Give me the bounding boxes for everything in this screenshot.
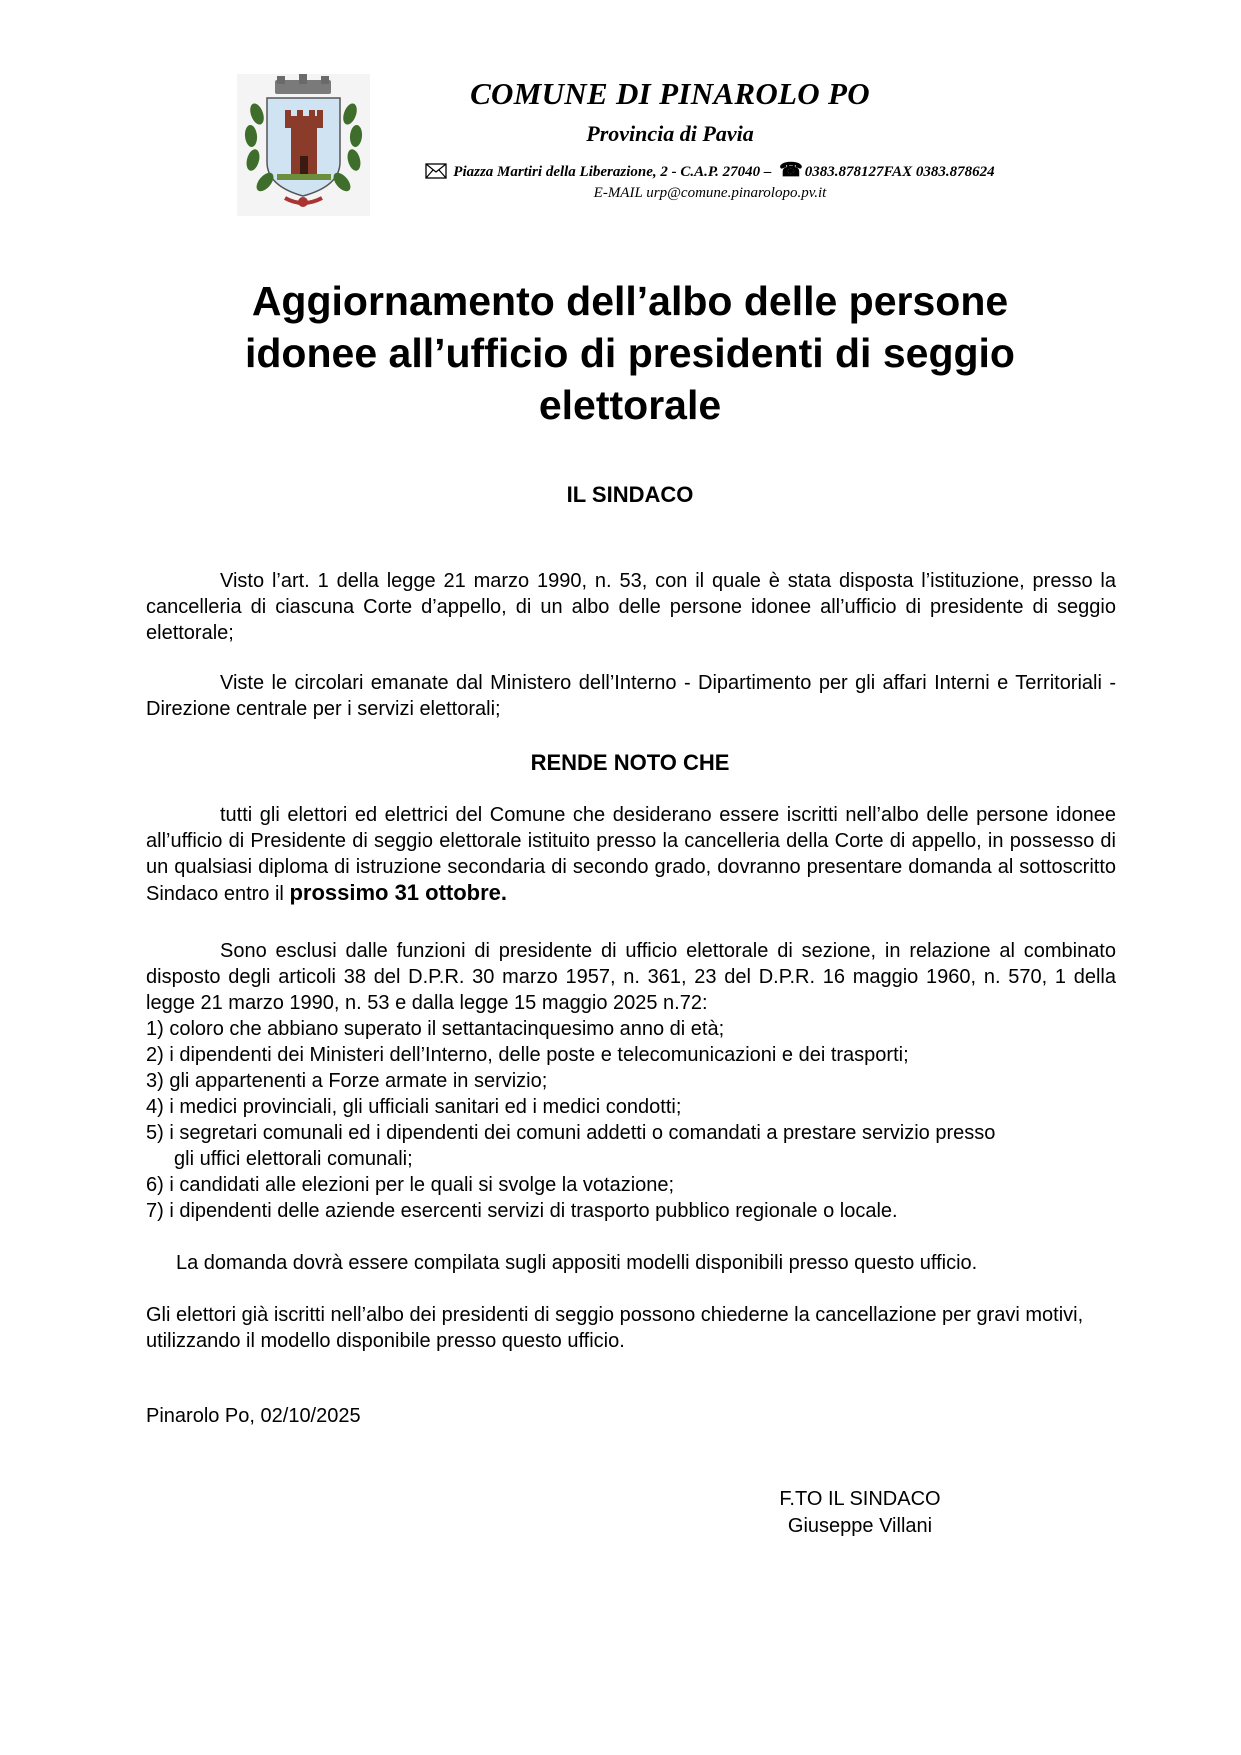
notice-heading: RENDE NOTO CHE xyxy=(530,750,730,775)
list-item: 4) i medici provinciali, gli ufficiali sanitari ed i medici condotti; xyxy=(146,1096,682,1118)
phone-fax-text: 0383.878127FAX 0383.878624 xyxy=(804,164,995,180)
list-item: 1) coloro che abbiano superato il settantacinquesimo anno di età; xyxy=(146,1018,725,1040)
list-item: 5) i segretari comunali ed i dipendenti dei comuni addetti o comandati a prestare servizio presso xyxy=(146,1122,996,1144)
paragraph-excluded xyxy=(146,938,1116,1016)
contact-line xyxy=(380,159,1040,182)
list-item: 7) i dipendenti delle aziende esercenti servizi di trasporto pubblico regionale o locale. xyxy=(146,1200,898,1222)
list-item-text: gli uffici elettorali comunali; xyxy=(174,1148,413,1170)
title-line: idonee all’ufficio di presidenti di seggio xyxy=(245,330,1015,376)
title-line: Aggiornamento dell’albo delle persone xyxy=(251,278,1009,324)
email-text[interactable]: E-MAIL urp@comune.pinarolopo.pv.it xyxy=(593,185,827,201)
paragraph-text: Visto l’art. 1 della legge 21 marzo 1990, n. 53, con il quale è stata disposta l’istituzione, presso la cancelleria di ciascuna Corte d’appello, di un albo delle persone idonee all’ufficio di presidente di seggio elettorale; xyxy=(146,570,1116,644)
exclusions-list xyxy=(146,1016,1126,1224)
paragraph-form: La domanda dovrà essere compilata sugli appositi modelli disponibili presso questo ufficio. xyxy=(176,1252,978,1274)
signature-block xyxy=(760,1486,960,1540)
paragraph-text: Sono esclusi dalle funzioni di presidente di ufficio elettorale di sezione, in relazione al combinato disposto degli articoli 38 del D.P.R. 30 marzo 1957, n. 361, 23 del D.P.R. 16 maggio 1960, n. 570, 1 della legge 21 marzo 1990, n. 53 e dalla legge 15 maggio 2025 n.72: xyxy=(146,940,1116,1014)
paragraph-visto xyxy=(146,568,1116,646)
paragraph-cancel: Gli elettori già iscritti nell’albo dei presidenti di seggio possono chiederne la cancellazione per gravi motivi, utilizzando il modello disponibile presso questo ufficio. xyxy=(146,1304,1084,1352)
municipality-name: COMUNE DI PINAROLO PO xyxy=(470,76,870,111)
title-line: elettorale xyxy=(538,382,722,428)
deadline-text: prossimo 31 ottobre. xyxy=(289,880,508,905)
list-item: 2) i dipendenti dei Ministeri dell’Interno, delle poste e telecomunicazioni e dei trasporti; xyxy=(146,1044,909,1066)
paragraph-notice xyxy=(146,802,1116,907)
signature-name: Giuseppe Villani xyxy=(787,1515,933,1537)
paragraph-viste xyxy=(146,670,1116,722)
phone-icon: ☎ xyxy=(779,160,803,181)
crest-icon xyxy=(237,74,370,216)
address-text: Piazza Martiri della Liberazione, 2 - C.A.P. 27040 – xyxy=(453,164,772,180)
signature-title: F.TO IL SINDACO xyxy=(779,1488,941,1510)
mayor-heading: IL SINDACO xyxy=(566,482,694,507)
list-item: 3) gli appartenenti a Forze armate in servizio; xyxy=(146,1070,548,1092)
place-date: Pinarolo Po, 02/10/2025 xyxy=(146,1405,361,1427)
paragraph-text: tutti gli elettori ed elettrici del Comune che desiderano essere iscritti nell’albo delle persone idonee all’ufficio di Presidente di seggio elettorale istituito presso la cancelleria della Corte di appello, in possesso di un qualsiasi diploma di istruzione secondaria di secondo grado, dovranno presentare domanda al sottoscritto Sindaco entro il xyxy=(146,804,1116,905)
paragraph-text: Viste le circolari emanate dal Ministero dell’Interno - Dipartimento per gli affari Interni e Territoriali - Direzione centrale per i servizi elettorali; xyxy=(146,672,1116,720)
envelope-icon xyxy=(425,163,447,179)
list-item: 6) i candidati alle elezioni per le quali si svolge la votazione; xyxy=(146,1174,675,1196)
document-title xyxy=(140,275,1120,431)
province-name: Provincia di Pavia xyxy=(586,121,754,146)
list-item-continuation xyxy=(146,1146,1126,1172)
